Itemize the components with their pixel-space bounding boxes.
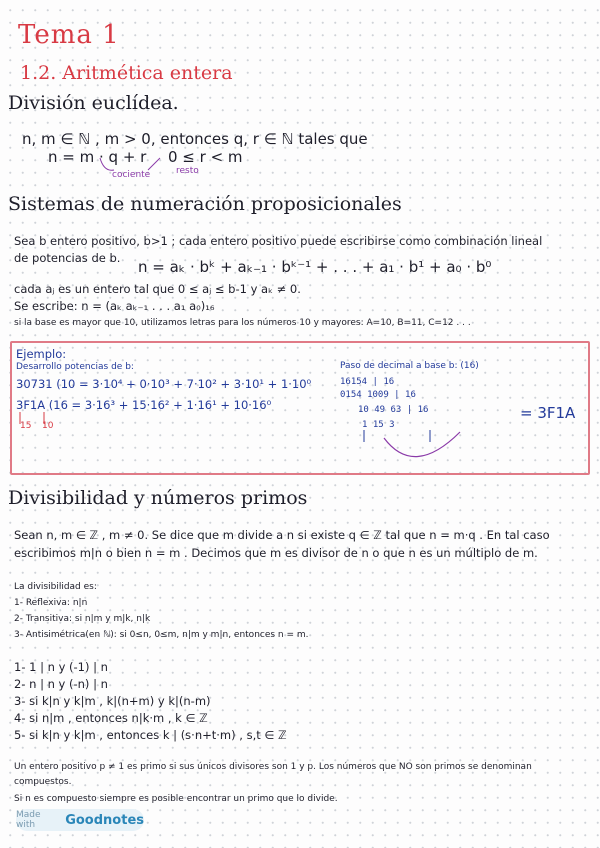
sistemas-p5: si la base es mayor que 10, utilizamos letras para los números 10 y mayores: A=10, B=11, C=12 . . . [14, 318, 471, 328]
div-result: = 3F1A [520, 404, 576, 422]
divisibilidad-heading: Divisibilidad y números primos [8, 487, 308, 509]
sistemas-p1: Sea b entero positivo, b>1 ; cada entero positivo puede escribirse como combinación lineal [14, 234, 543, 248]
div-row4: 1 15 3 [362, 420, 395, 430]
division-line1: n, m ∈ ℕ , m > 0, entonces q, r ∈ ℕ tales que [22, 130, 368, 148]
sistemas-p4: Se escribe: n = (aₖ aₖ₋₁ . . . a₁ a₀)₁₆ [14, 299, 215, 313]
fact-1: 1- 1 | n y (-1) | n [14, 660, 108, 674]
prop-1: 1- Reflexiva: n|n [14, 598, 88, 608]
divisibilidad-p2: escribimos m|n o bien n = m . Decimos que m es divisor de n o que n es un múltiplo de m. [14, 546, 538, 560]
sistemas-p3: cada aⱼ es un entero tal que 0 ≤ aⱼ ≤ b-1 y aₖ ≠ 0. [14, 282, 301, 296]
fact-3: 3- si k|n y k|m , k|(n+m) y k|(n-m) [14, 694, 211, 708]
ejemplo-row1: 30731 (10 = 3·10⁴ + 0·10³ + 7·10² + 3·10¹ + 1·10⁰ [16, 377, 312, 391]
division-line2: n = m · q + r [48, 148, 147, 166]
primo-p2: compuestos. [14, 777, 72, 787]
divisibilidad-p1: Sean n, m ∈ ℤ , m ≠ 0. Se dice que m divide a n si existe q ∈ ℤ tal que n = m·q . En tal caso [14, 528, 550, 542]
mark-10: 10 [42, 421, 54, 431]
prop-3: 3- Antisimétrica(en ℕ): si 0≤n, 0≤m, n|m y m|n, entonces n = m. [14, 630, 309, 640]
division-line2b: 0 ≤ r < m [168, 148, 243, 166]
division-heading: División euclídea. [8, 92, 179, 114]
sistemas-p2: de potencias de b. [14, 251, 121, 265]
mark-15: 15 [20, 421, 32, 431]
fact-2: 2- n | n y (-n) | n [14, 677, 108, 691]
badge-made-with: Made with [16, 810, 41, 830]
cociente-note: cociente [112, 170, 151, 180]
fact-5: 5- si k|n y k|m , entonces k | (s·n+t·m) , s,t ∈ ℤ [14, 728, 287, 742]
primo-p3: Si n es compuesto siempre es posible encontrar un primo que lo divide. [14, 794, 338, 804]
primo-p1: Un entero positivo p ≠ 1 es primo si sus únicos divisores son 1 y p. Los números que NO son primos se denominan [14, 762, 532, 772]
sistemas-formula: n = aₖ · bᵏ + aₖ₋₁ · bᵏ⁻¹ + . . . + a₁ · b¹ + a₀ · b⁰ [138, 258, 492, 276]
badge-brand: Goodnotes [65, 812, 144, 828]
div-row2: 0154 1009 | 16 [340, 390, 416, 400]
page-title: Tema 1 [18, 20, 120, 50]
fact-4: 4- si n|m , entonces n|k·m , k ∈ ℤ [14, 711, 208, 725]
section-title: 1.2. Aritmética entera [20, 62, 233, 84]
prop-2: 2- Transitiva: si n|m y m|k, n|k [14, 614, 151, 624]
props-intro: La divisibilidad es: [14, 582, 97, 592]
div-row3: 10 49 63 | 16 [358, 405, 429, 415]
resto-note: resto [176, 166, 199, 176]
sistemas-heading: Sistemas de numeración proposicionales [8, 193, 402, 215]
ejemplo-row2: 3F1A (16 = 3·16³ + 15·16² + 1·16¹ + 10·16⁰ [16, 398, 272, 412]
div-row1: 16154 | 16 [340, 377, 395, 387]
ejemplo-label: Ejemplo: [16, 347, 67, 361]
ejemplo-sub: Desarrollo potencias de b: [16, 362, 134, 372]
made-with-goodnotes-badge[interactable] [16, 809, 144, 831]
paso-label: Paso de decimal a base b: (16) [340, 361, 479, 371]
